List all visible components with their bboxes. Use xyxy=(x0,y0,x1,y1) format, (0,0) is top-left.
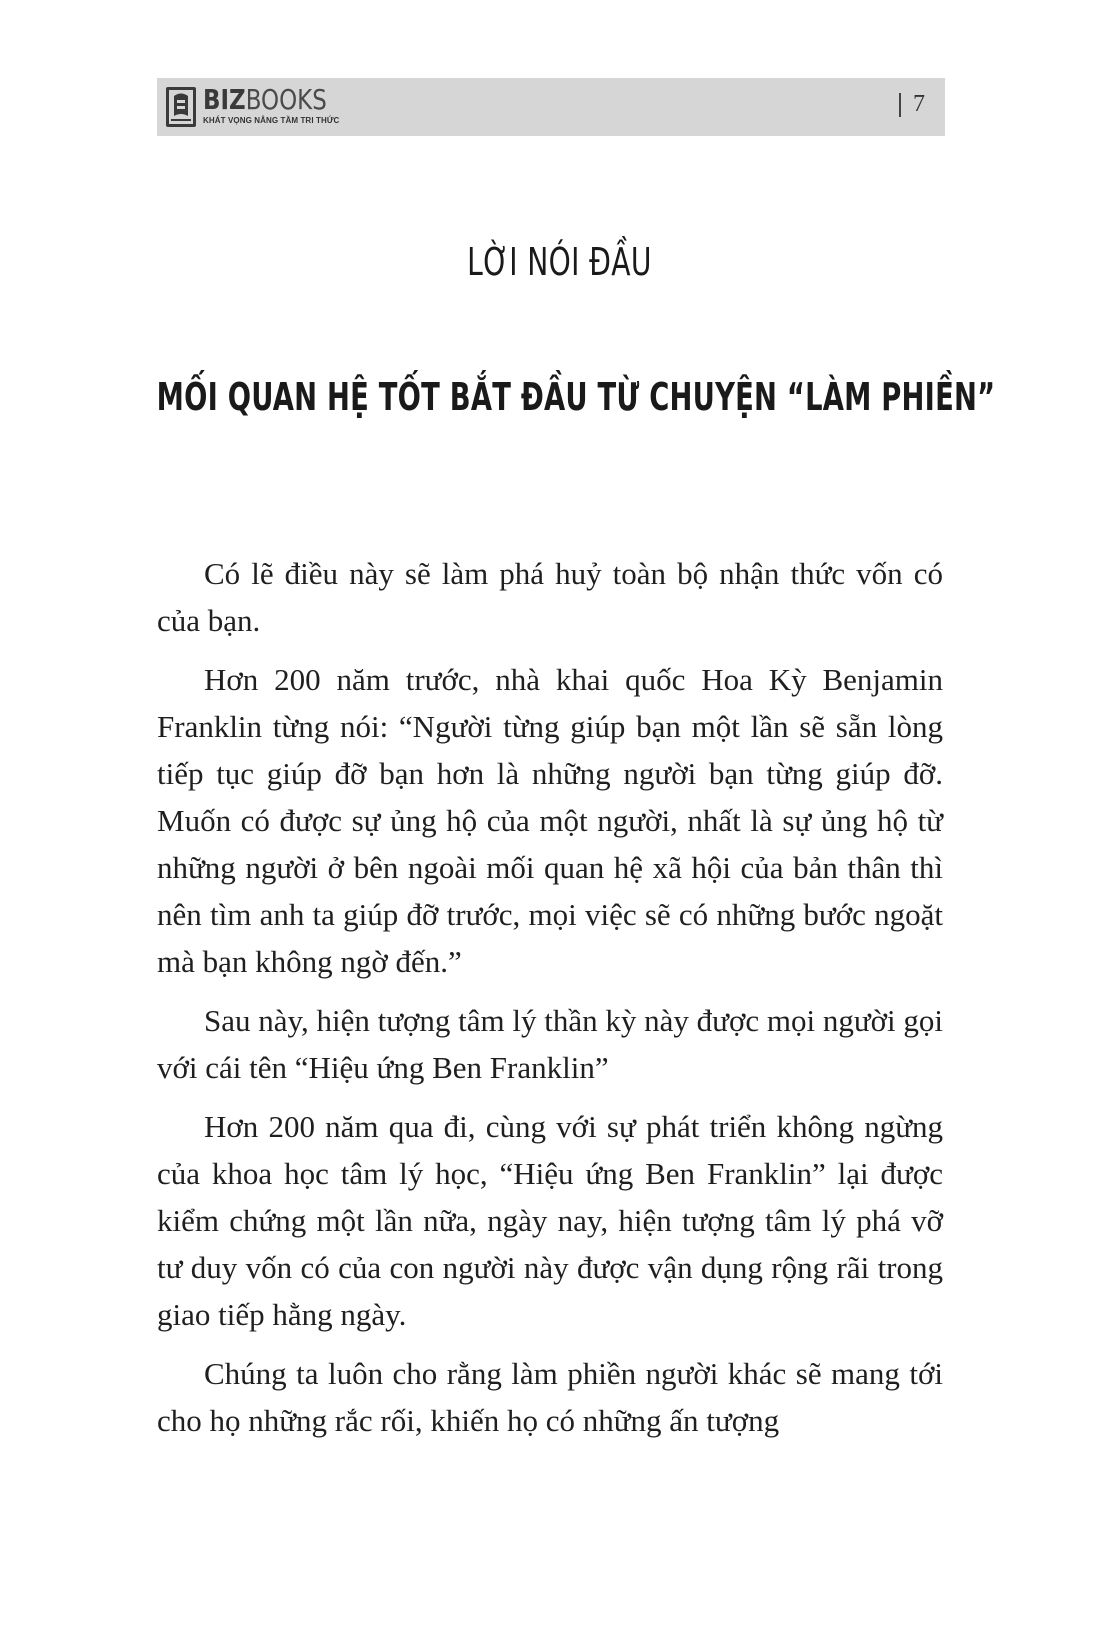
paragraph: Sau này, hiện tượng tâm lý thần kỳ này được mọi người gọi với cái tên “Hiệu ứng Ben Franklin” xyxy=(157,1003,944,1085)
logo-tagline: KHÁT VỌNG NÂNG TẦM TRI THỨC xyxy=(203,116,340,125)
logo-wordmark-biz: BIZ xyxy=(203,83,246,116)
chapter-title: LỜI NÓI ĐẦU xyxy=(467,240,652,284)
page-number-divider xyxy=(899,93,901,117)
logo-wordmark-books: BOOKS xyxy=(245,83,327,116)
bizbooks-logo xyxy=(165,84,354,130)
paragraph: Có lẽ điều này sẽ làm phá huỷ toàn bộ nhận thức vốn có của bạn. xyxy=(157,556,943,638)
logo-text xyxy=(203,84,354,125)
running-header xyxy=(157,78,945,136)
paragraph: Chúng ta luôn cho rằng làm phiền người khác sẽ mang tới cho họ những rắc rối, khiến họ có những ấn tượng xyxy=(157,1356,943,1438)
paragraph: Hơn 200 năm trước, nhà khai quốc Hoa Kỳ Benjamin Franklin từng nói: “Người từng giúp bạn một lần sẽ sẵn lòng tiếp tục giúp đỡ bạn hơn là những người bạn từng giúp đỡ. Muốn có được sự ủng hộ của một người, nhất là sự ủng hộ từ những người ở bên ngoài mối quan hệ xã hội của bản thân thì nên tìm anh ta giúp đỡ trước, mọi việc sẽ có những bước ngoặt mà bạn không ngờ đến.” xyxy=(157,662,943,979)
logo-wordmark xyxy=(203,83,327,116)
bizbooks-emblem-icon xyxy=(165,86,197,128)
paragraph: Hơn 200 năm qua đi, cùng với sự phát triển không ngừng của khoa học tâm lý học, “Hiệu ứng Ben Franklin” lại được kiểm chứng một lần nữa, ngày nay, hiện tượng tâm lý phá vỡ tư duy vốn có của con người này được vận dụng rộng rãi trong giao tiếp hằng ngày. xyxy=(157,1109,943,1332)
body-text xyxy=(157,550,943,1456)
section-title: MỐI QUAN HỆ TỐT BẮT ĐẦU TỪ CHUYỆN “LÀM PHIỀN” xyxy=(156,375,996,419)
page-number-value: 7 xyxy=(913,91,925,117)
page-number xyxy=(899,91,925,118)
